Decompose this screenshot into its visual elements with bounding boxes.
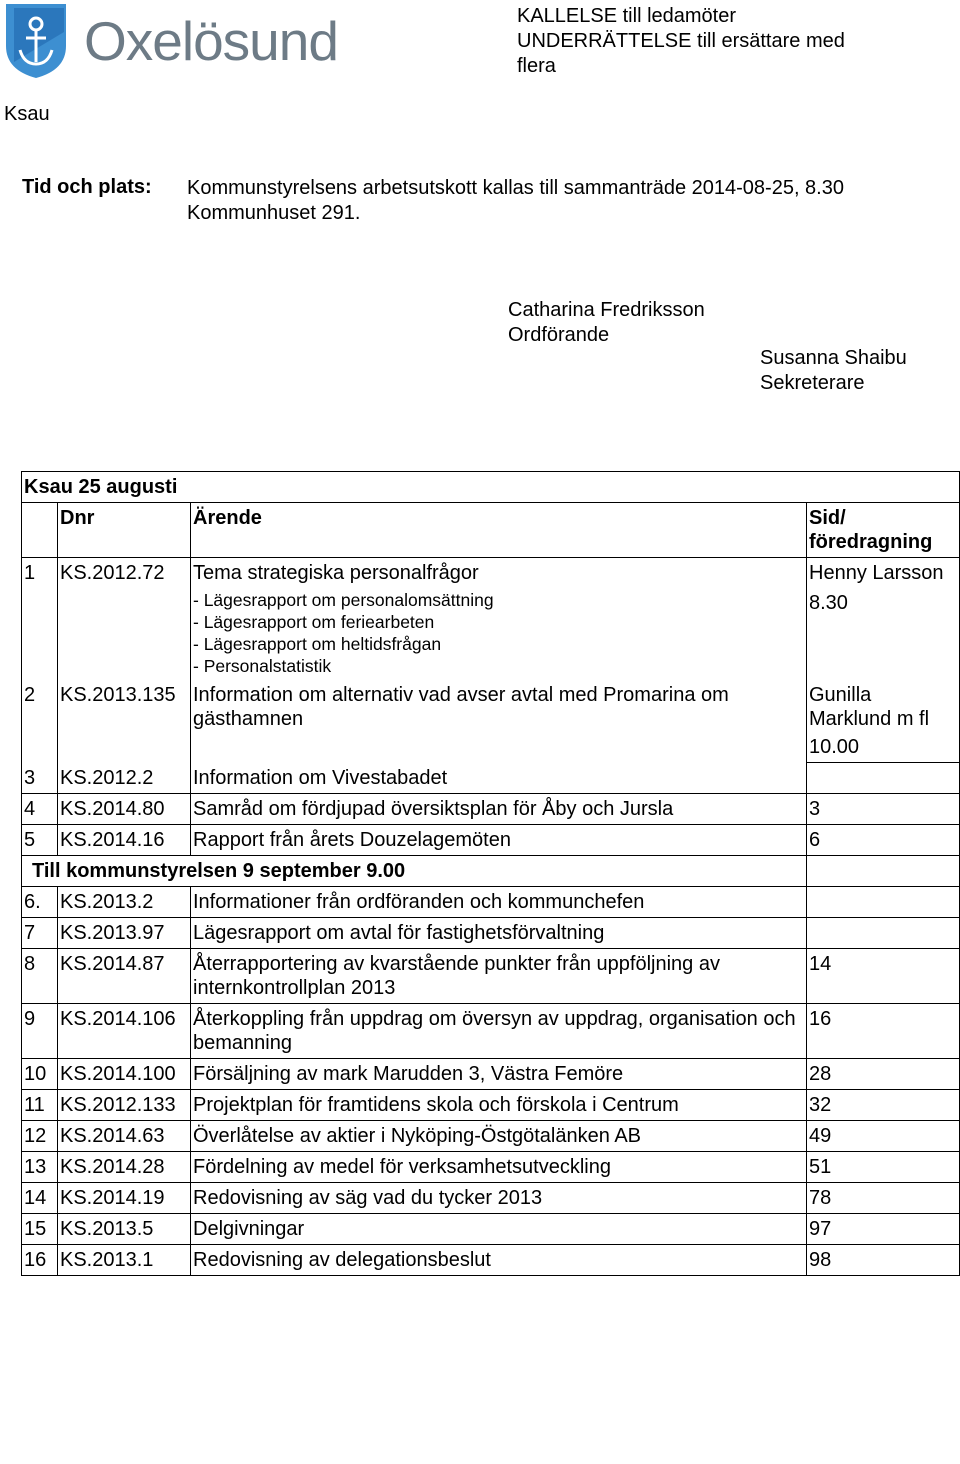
item-sid: 28: [807, 1058, 960, 1089]
item-title: Redovisning av säg vad du tycker 2013: [191, 1182, 807, 1213]
item-sid: [807, 917, 960, 948]
table-row: [22, 763, 960, 794]
item-dnr: KS.2013.97: [58, 917, 191, 948]
table-row: [22, 1120, 960, 1151]
time-place-value: [187, 176, 844, 226]
item-subpoint: - Lägesrapport om feriearbeten: [193, 612, 435, 632]
item-number: 10: [22, 1058, 58, 1089]
item-title: Återrapportering av kvarstående punkter från uppföljning av internkontrollplan 2013: [191, 948, 807, 1003]
item-dnr: KS.2014.87: [58, 948, 191, 1003]
table-row: [22, 1213, 960, 1244]
item-dnr: KS.2014.16: [58, 824, 191, 855]
header-sid-line: föredragning: [809, 531, 933, 553]
meeting-line: Kommunstyrelsens arbetsutskott kallas till sammanträde 2014-08-25, 8.30: [187, 177, 844, 199]
item-number: 2: [22, 680, 58, 763]
item-dnr: KS.2012.72: [58, 558, 191, 681]
item-sid: 3: [807, 793, 960, 824]
item-number: 14: [22, 1182, 58, 1213]
item-dnr: KS.2014.19: [58, 1182, 191, 1213]
item-title: Informationer från ordföranden och kommunchefen: [191, 886, 807, 917]
item-sid: 16: [807, 1003, 960, 1058]
item-number: 1: [22, 558, 58, 681]
item-number: 5: [22, 824, 58, 855]
chair-signature: [508, 298, 705, 348]
item-sid-text: Gunilla Marklund m fl: [809, 684, 930, 730]
item-dnr: KS.2012.2: [58, 763, 191, 794]
item-dnr: KS.2014.106: [58, 1003, 191, 1058]
meeting-line: Kommunhuset 291.: [187, 202, 361, 224]
item-dnr: KS.2013.135: [58, 680, 191, 763]
item-sid: 32: [807, 1089, 960, 1120]
header-num: [22, 503, 58, 558]
item-dnr: KS.2014.63: [58, 1120, 191, 1151]
section-row: [22, 855, 960, 886]
item-number: 12: [22, 1120, 58, 1151]
time-place-label: Tid och plats:: [22, 176, 152, 198]
item-title: Lägesrapport om avtal för fastighetsförvaltning: [191, 917, 807, 948]
item-number: 13: [22, 1151, 58, 1182]
item-title: Överlåtelse av aktier i Nyköping-Östgötalänken AB: [191, 1120, 807, 1151]
chair-role: Ordförande: [508, 324, 610, 346]
item-sid: 6: [807, 824, 960, 855]
table-row: [22, 1003, 960, 1058]
municipality-logo: [4, 2, 344, 80]
secretary-name: Susanna Shaibu: [760, 347, 907, 369]
chair-name: Catharina Fredriksson: [508, 299, 705, 321]
item-title: Information om alternativ vad avser avtal med Promarina om gästhamnen: [191, 680, 807, 763]
notice-line: flera: [517, 55, 556, 77]
table-row: [22, 1151, 960, 1182]
item-title: Samråd om fördjupad översiktsplan för Åby och Jursla: [191, 793, 807, 824]
logo-wordmark: Oxelösund: [84, 10, 338, 72]
item-title: Återkoppling från uppdrag om översyn av uppdrag, organisation och bemanning: [191, 1003, 807, 1058]
item-dnr: KS.2012.133: [58, 1089, 191, 1120]
item-sid: [807, 680, 960, 763]
item-number: 7: [22, 917, 58, 948]
item-sid: 97: [807, 1213, 960, 1244]
item-number: 6.: [22, 886, 58, 917]
table-row: [22, 917, 960, 948]
section-row: [22, 472, 960, 503]
item-dnr: KS.2014.100: [58, 1058, 191, 1089]
item-dnr: KS.2014.80: [58, 793, 191, 824]
item-title: Redovisning av delegationsbeslut: [191, 1244, 807, 1275]
item-title-text: Tema strategiska personalfrågor: [193, 562, 479, 584]
coat-of-arms-icon: [4, 2, 74, 80]
header-row: [22, 503, 960, 558]
table-row: [22, 1244, 960, 1275]
header-arende: Ärende: [191, 503, 807, 558]
item-subpoint: - Lägesrapport om heltidsfrågan: [193, 634, 442, 654]
item-number: 16: [22, 1244, 58, 1275]
header-sid-line: Sid/: [809, 507, 846, 529]
table-row: [22, 1058, 960, 1089]
table-row: [22, 1182, 960, 1213]
item-time: 10.00: [809, 736, 860, 758]
table-row: [22, 824, 960, 855]
item-sid: [807, 763, 960, 794]
item-title: Delgivningar: [191, 1213, 807, 1244]
item-number: 15: [22, 1213, 58, 1244]
item-sid: 98: [807, 1244, 960, 1275]
section-heading: Ksau 25 augusti: [22, 472, 960, 503]
item-title: Projektplan för framtidens skola och förskola i Centrum: [191, 1089, 807, 1120]
header-sid: [807, 503, 960, 558]
item-title: Försäljning av mark Marudden 3, Västra Femöre: [191, 1058, 807, 1089]
item-dnr: KS.2013.2: [58, 886, 191, 917]
table-row: [22, 680, 960, 763]
item-title: Fördelning av medel för verksamhetsutveckling: [191, 1151, 807, 1182]
notice-line: UNDERRÄTTELSE till ersättare med: [517, 30, 845, 52]
item-title: Rapport från årets Douzelagemöten: [191, 824, 807, 855]
notice-line: KALLELSE till ledamöter: [517, 5, 737, 27]
item-time: 8.30: [809, 592, 848, 614]
header-dnr: Dnr: [58, 503, 191, 558]
item-subpoint: - Lägesrapport om personalomsättning: [193, 590, 494, 610]
table-row: [22, 886, 960, 917]
item-dnr: KS.2013.5: [58, 1213, 191, 1244]
secretary-role: Sekreterare: [760, 372, 865, 394]
item-number: 4: [22, 793, 58, 824]
item-dnr: KS.2014.28: [58, 1151, 191, 1182]
table-row: [22, 558, 960, 681]
item-sid-text: Henny Larsson: [809, 562, 944, 584]
secretary-signature: [760, 346, 907, 396]
item-sid: 49: [807, 1120, 960, 1151]
table-row: [22, 1089, 960, 1120]
item-number: 9: [22, 1003, 58, 1058]
item-sid: 14: [807, 948, 960, 1003]
table-row: [22, 948, 960, 1003]
item-title: [191, 558, 807, 681]
item-sid: [807, 558, 960, 681]
item-sid: 78: [807, 1182, 960, 1213]
section-heading: Till kommunstyrelsen 9 september 9.00: [22, 855, 807, 886]
item-sid: [807, 886, 960, 917]
item-dnr: KS.2013.1: [58, 1244, 191, 1275]
item-number: 3: [22, 763, 58, 794]
item-number: 8: [22, 948, 58, 1003]
table-row: [22, 793, 960, 824]
item-number: 11: [22, 1089, 58, 1120]
section-sid: [807, 855, 960, 886]
item-sid: 51: [807, 1151, 960, 1182]
item-title: Information om Vivestabadet: [191, 763, 807, 794]
committee-name: Ksau: [4, 103, 50, 125]
notice-heading: [517, 4, 845, 79]
item-subpoint: - Personalstatistik: [193, 656, 332, 676]
agenda-table: [21, 471, 960, 1276]
